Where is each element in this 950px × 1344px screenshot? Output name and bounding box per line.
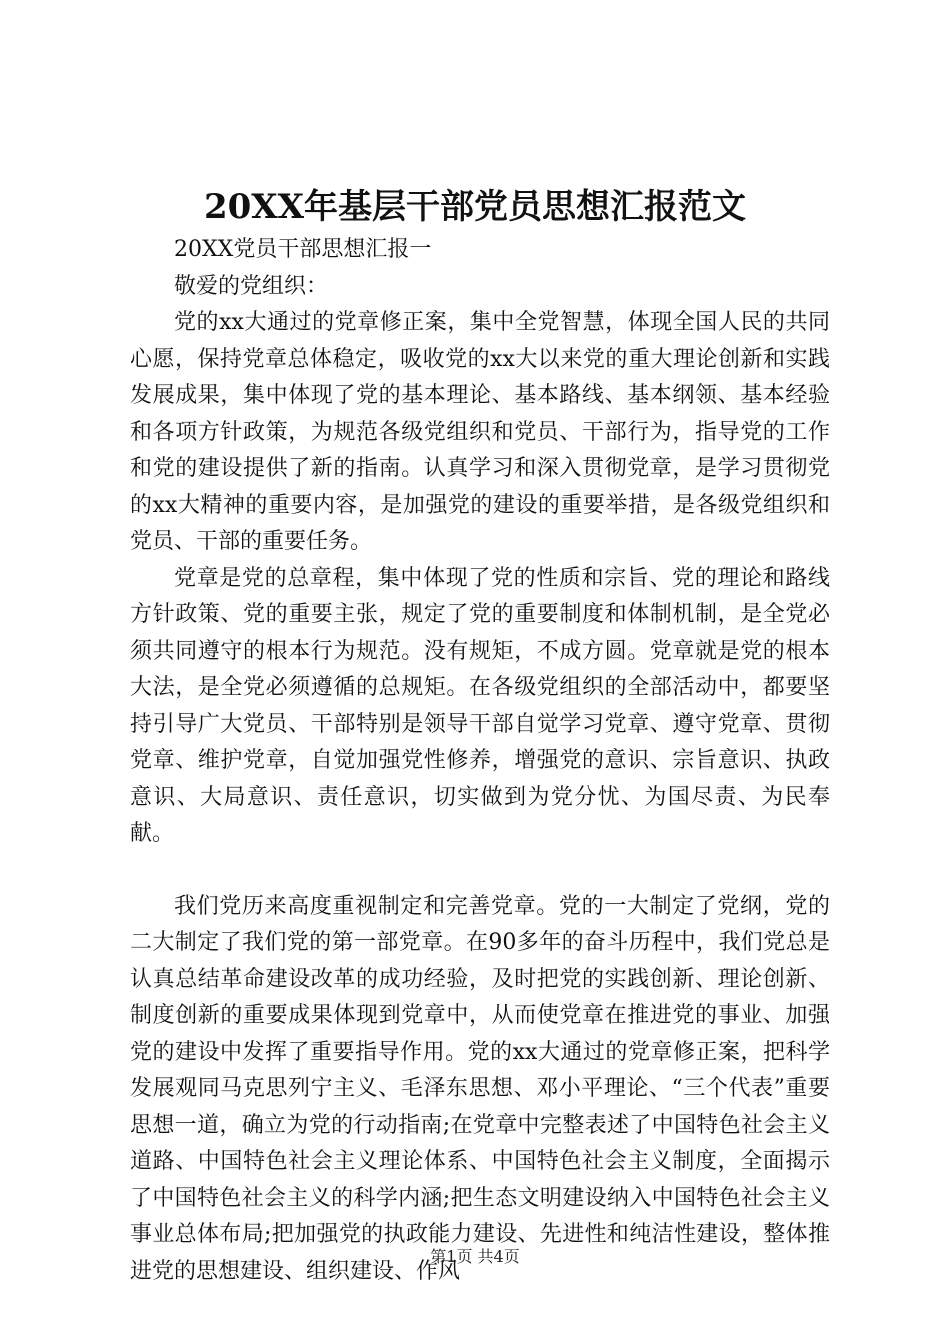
document-title: 20XX年基层干部党员思想汇报范文 bbox=[203, 187, 747, 227]
paragraph-3: 我们党历来高度重视制定和完善党章。党的一大制定了党纲，党的二大制定了我们党的第一部党章。在90多年的奋斗历程中，我们党总是认真总结革命建设改革的成功经验，及时把党的实践创新、理论创新、制度创新的重要成果体现到党章中，从而使党章在推进党的事业、加强党的建设中发挥了重要指导作用。党的xx大通过的党章修正案，把科学发展观同马克思列宁主义、毛泽东思想、邓小平理论、“三个代表”重要思想一道，确立为党的行动指南;在党章中完整表述了中国特色社会主义道路、中国特色社会主义理论体系、中国特色社会主义制度，全面揭示了中国特色社会主义的科学内涵;把生态文明建设纳入中国特色社会主义事业总体布局;把加强党的执政能力建设、先进性和纯洁性建设，整体推进党的思想建设、组织建设、作风 bbox=[130, 893, 830, 1284]
paragraph-1: 党的xx大通过的党章修正案，集中全党智慧，体现全国人民的共同心愿，保持党章总体稳定，吸收党的xx大以来党的重大理论创新和实践发展成果，集中体现了党的基本理论、基本路线、基本纲领、基本经验和各项方针政策，为规范各级党组织和党员、干部行为，指导党的工作和党的建设提供了新的指南。认真学习和深入贯彻党章，是学习贯彻党的xx大精神的重要内容，是加强党的建设的重要举措，是各级党组织和党员、干部的重要任务。 bbox=[130, 310, 830, 554]
page-footer: 第1页 共4页 bbox=[430, 1247, 520, 1266]
salutation: 敬爱的党组织： bbox=[174, 273, 329, 299]
paragraph-2: 党章是党的总章程，集中体现了党的性质和宗旨、党的理论和路线方针政策、党的重要主张，规定了党的重要制度和体制机制，是全党必须共同遵守的根本行为规范。没有规矩，不成方圆。党章就是党的根本大法，是全党必须遵循的总规矩。在各级党组织的全部活动中，都要坚持引导广大党员、干部特别是领导干部自觉学习党章、遵守党章、贯彻党章、维护党章，自觉加强党性修养，增强党的意识、宗旨意识、执政意识、大局意识、责任意识，切实做到为党分忧、为国尽责、为民奉献。 bbox=[130, 565, 830, 846]
document-subtitle: 20XX党员干部思想汇报一 bbox=[174, 237, 432, 262]
document-body bbox=[130, 232, 830, 1290]
